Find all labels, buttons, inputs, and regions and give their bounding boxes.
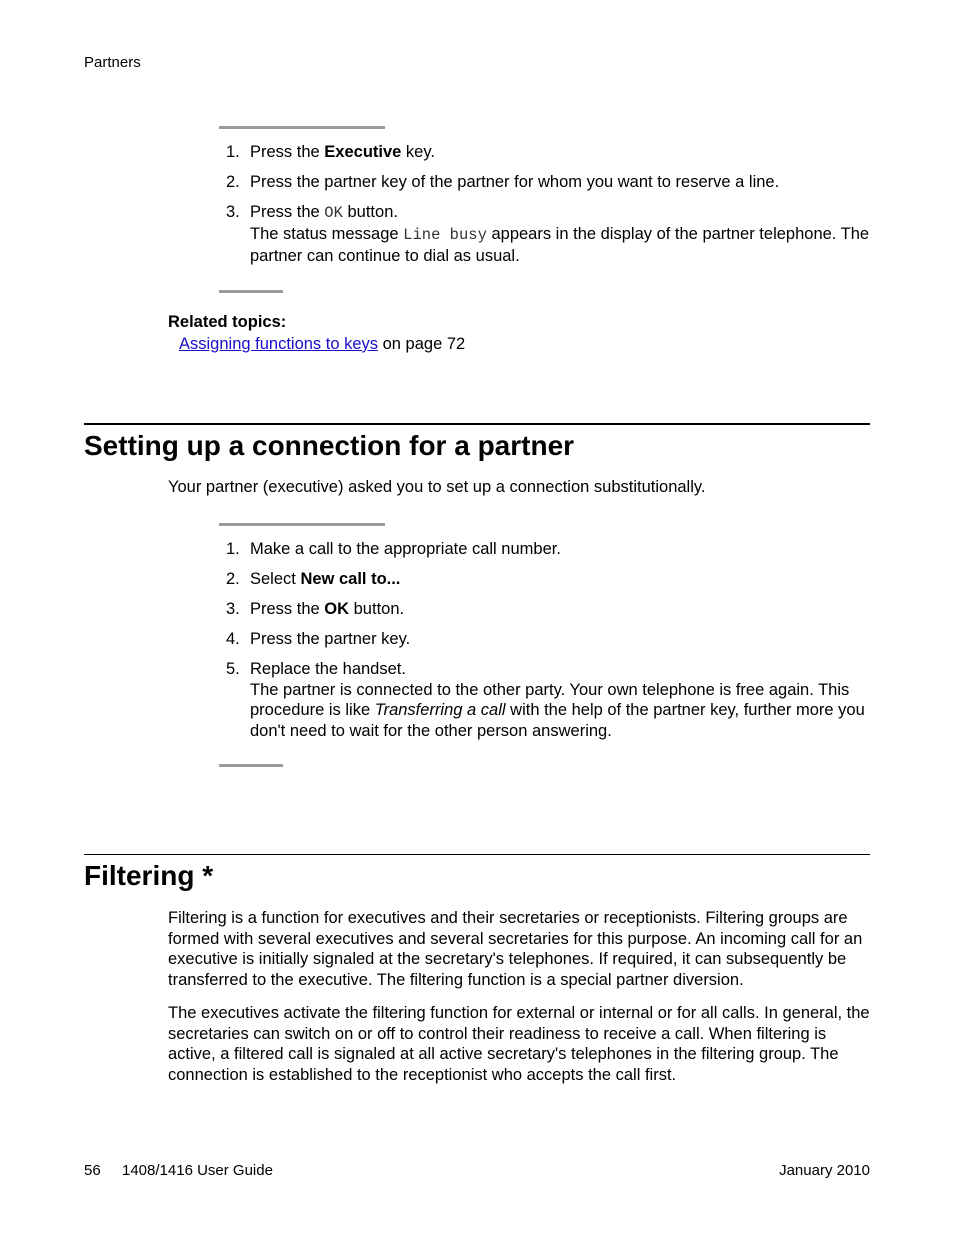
section-intro: Your partner (executive) asked you to set up a connection substitutionally. bbox=[168, 478, 706, 496]
section-title: Setting up a connection for a partner bbox=[84, 430, 575, 461]
related-topic-link[interactable]: Assigning functions to keys bbox=[179, 335, 379, 353]
procedure-start-bar bbox=[219, 523, 385, 526]
step-item: 2. Select New call to... bbox=[226, 570, 401, 588]
related-topics-entry: Assigning functions to keys on page 72 bbox=[179, 335, 466, 353]
step-item: 3. Press the OK button. bbox=[226, 600, 405, 618]
step-item: 1. Make a call to the appropriate call number. bbox=[226, 540, 561, 558]
procedure-steps-connection bbox=[226, 539, 876, 750]
section-rule bbox=[84, 423, 870, 425]
cross-reference: Transferring a call bbox=[374, 701, 506, 719]
body-paragraph: Filtering is a function for executives and their secretaries or receptionists. Filtering groups are formed with several executives and several secretaries for this purpose. An incoming call for an executive is initially signaled at the secretary's telephones. If required, it can subsequently be transferred to the executive. The filtering function is a special partner diversion. bbox=[168, 909, 863, 990]
step-item: 3. Press the OK button. The status message Line busy appears in the display of the partner telephone. The partner can continue to dial as usual. bbox=[226, 203, 870, 265]
procedure-start-bar bbox=[219, 126, 385, 129]
step-item: 2. Press the partner key of the partner for whom you want to reserve a line. bbox=[226, 173, 780, 191]
button-name: OK bbox=[324, 600, 350, 618]
running-header: Partners bbox=[84, 54, 141, 71]
status-message: Line busy bbox=[403, 226, 487, 244]
step-item: 4. Press the partner key. bbox=[226, 630, 411, 648]
procedure-end-bar bbox=[219, 764, 283, 767]
key-name: Executive bbox=[324, 143, 402, 161]
step-item: 5. Replace the handset. The partner is connected to the other party. Your own telephone is free again. This procedure is like Transferring a call with the help of the partner key, further more you don't need to wait for the other person answering. bbox=[226, 660, 865, 740]
body-paragraph: The executives activate the filtering function for external or internal or for all calls. In general, the secretaries can switch on or off to control their readiness to receive a call. When filtering is active, a filtered call is signaled at all active secretary's telephones in the filtering group. The connection is established to the receptionist who accepts the call first. bbox=[168, 1004, 870, 1085]
menu-option: New call to... bbox=[300, 570, 401, 588]
procedure-steps-reserve-line bbox=[226, 142, 876, 276]
procedure-end-bar bbox=[219, 290, 283, 293]
section-rule bbox=[84, 854, 870, 855]
document-title: 1408/1416 User Guide bbox=[122, 1162, 273, 1179]
step-item: 1. Press the Executive key. bbox=[226, 143, 435, 161]
section-title: Filtering * bbox=[84, 860, 214, 891]
related-topics-label: Related topics: bbox=[168, 313, 287, 331]
publication-date: January 2010 bbox=[779, 1162, 870, 1179]
page-number: 56 bbox=[84, 1162, 101, 1179]
button-name: OK bbox=[324, 204, 343, 222]
